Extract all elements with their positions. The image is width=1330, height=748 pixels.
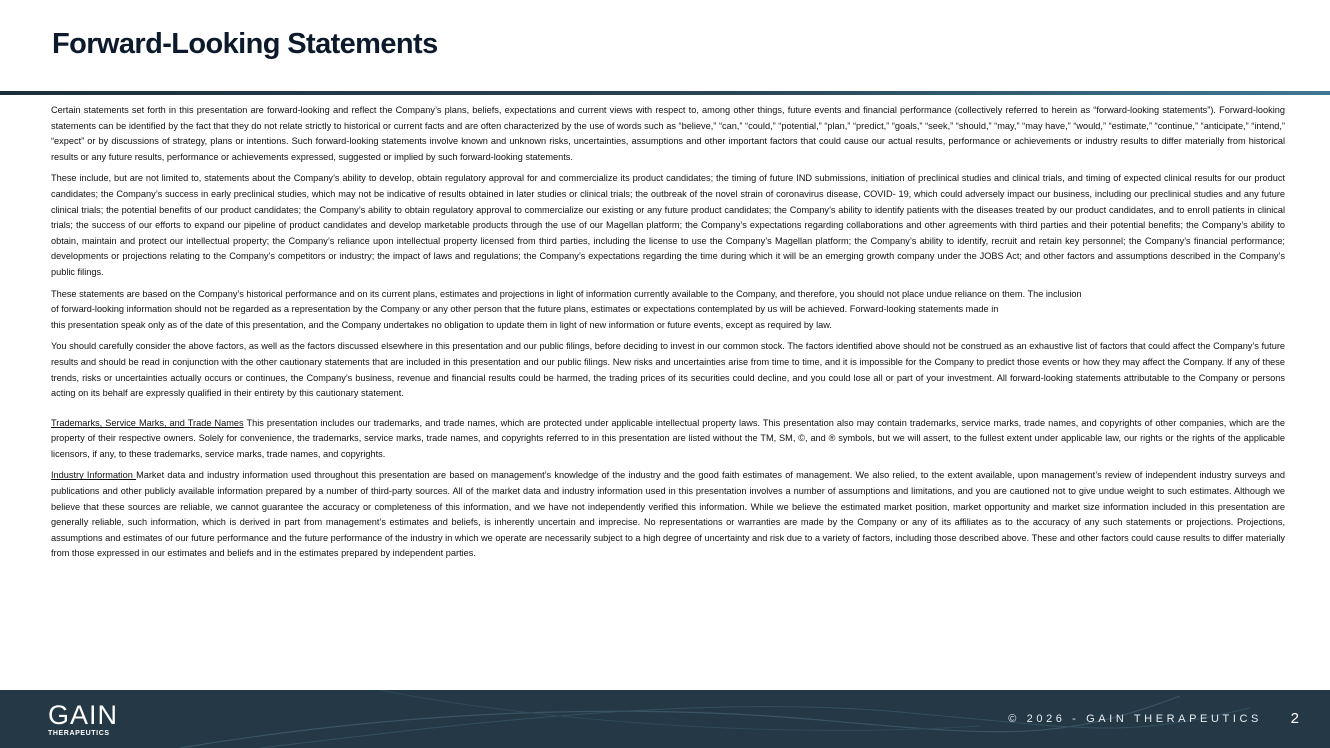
title-divider	[0, 91, 1330, 95]
disclaimer-body	[51, 103, 1285, 568]
paragraph-investment-caution: You should carefully consider the above factors, as well as the factors discussed elsewhere in this presentation and our public filings, before deciding to invest in our common stock. The factors identified above should not be construed as an exhaustive list of factors that could affect the Company’s future results and should be read in conjunction with the other cautionary statements that are included in this presentation and our public filings. New risks and uncertainties arise from time to time, and it is impossible for the Company to predict those events or how they may affect the Company. If any of these trends, risks or uncertainties actually occurs or continues, the Company’s business, revenue and financial results could be harmed, the trading prices of its securities could decline, and you could lose all or part of your investment. All forward-looking statements attributable to the Company or persons acting on its behalf are expressly qualified in their entirety by this cautionary statement.	[51, 341, 1285, 399]
footer-bar	[0, 690, 1330, 748]
paragraph-trademarks	[51, 416, 1285, 463]
trademarks-heading: Trademarks, Service Marks, and Trade Names	[51, 417, 244, 428]
logo-subtitle: THERAPEUTICS	[48, 730, 110, 737]
paragraph-risk-factors-list: These include, but are not limited to, statements about the Company’s ability to develop, obtain regulatory approval for and commercialize its product candidates; the timing of future IND submissions, initiation of preclinical studies and clinical trials, and timing of expected clinical results for our product candidates; the Company’s success in early preclinical studies, which may not be indicative of results obtained in later studies or clinical trials; the outbreak of the novel strain of coronavirus disease, COVID- 19, which could adversely impact our business, including our preclinical studies and any future clinical trials; the potential benefits of our product candidates; the Company’s ability to obtain regulatory approval to commercialize our existing or any future product candidates; the Company’s ability to identify patients with the diseases treated by our product candidates, and to enroll patients in clinical trials; the success of our efforts to expand our pipeline of product candidates and develop marketable products through the use of our Magellan platform; the Company’s expectations regarding collaborations and other agreements with third parties and their potential benefits; the Company’s ability to obtain, maintain and protect our intellectual property; the Company’s reliance upon intellectual property licensed from third parties, including the license to use the Company’s Magellan platform; the Company’s ability to identify, recruit and retain key personnel; the Company’s financial performance; developments or projections relating to the Company’s competitors or industry; the impact of laws and regulations; the Company’s expectations regarding the time during which it will be an emerging growth company under the JOBS Act; and other factors and assumptions described in the Company’s public filings.	[51, 173, 1285, 277]
industry-heading: Industry Information	[51, 470, 137, 481]
basis-line-1: These statements are based on the Company’s historical performance and on its current plans, estimates and projections in light of information currently available to the Company, and therefore, you should not place undue reliance on them. The inclusion	[51, 288, 1082, 299]
basis-line-3: this presentation speak only as of the date of this presentation, and the Company undertakes no obligation to update them in light of new information or future events, except as required by law.	[51, 319, 832, 330]
basis-line-2: of forward-looking information should not be regarded as a representation by the Company or any other person that the future plans, estimates or expectations contemplated by us will be achieved. Forward-looking statements made in	[51, 304, 999, 315]
industry-text: Market data and industry information used throughout this presentation are based on management’s knowledge of the industry and the good faith estimates of management. We also relied, to the extent available, upon management’s review of independent industry surveys and publications and other publicly available information prepared by a number of third-party sources. All of the market data and industry information used in this presentation involves a number of assumptions and limitations, and you are cautioned not to give undue weight to such estimates. Although we believe that these sources are reliable, we cannot guarantee the accuracy or completeness of this information, and we have not independently verified this information. While we believe the estimated market position, market opportunity and market size information included in this presentation are generally reliable, such information, which is derived in part from management’s estimates and beliefs, is inherently uncertain and imprecise. No representations or warranties are made by the Company or any of its affiliates as to the accuracy of any such statements or projections. Projections, assumptions and estimates of our future performance and the future performance of the industry in which we operate are necessarily subject to a high degree of uncertainty and risk due to a variety of factors, including those described above. These and other factors could cause results to differ materially from those expressed in our estimates and beliefs and in the estimates prepared by independent parties.	[51, 470, 1285, 559]
paragraph-basis-of-statements	[51, 287, 1285, 334]
page-title: Forward-Looking Statements	[52, 28, 438, 60]
page-number: 2	[1290, 710, 1299, 727]
gain-logo	[48, 702, 118, 737]
trademarks-text: This presentation includes our trademarks, and trade names, which are protected under applicable intellectual property laws. This presentation also may contain trademarks, service marks, trade names, and copyrights of other companies, which are the property of their respective owners. Solely for convenience, the trademarks, service marks, trade names, and copyrights referred to in this presentation are listed without the TM, SM, ©, and ® symbols, but we will assert, to the fullest extent under applicable law, our rights or the rights of the applicable licensors, if any, to these trademarks, service marks, trade names, and copyrights.	[51, 417, 1286, 459]
paragraph-industry-information	[51, 468, 1285, 562]
copyright-text: © 2026 - GAIN THERAPEUTICS	[1008, 713, 1262, 725]
paragraph-forward-looking-intro: Certain statements set forth in this presentation are forward-looking and reflect the Company’s plans, beliefs, expectations and current views with respect to, among other things, future events and financial performance (collectively referred to herein as “forward-looking statements”). Forward-looking statements can be identified by the fact that they do not relate strictly to historical or current facts and are often characterized by the use of words such as “believe,” “can,” “could,” “potential,” “plan,” “predict,” “goals,” “seek,” “should,” “may,” “may have,” “would,” “estimate,” “continue,” “anticipate,” “intend,” “expect” or by discussions of strategy, plans or intentions. Such forward-looking statements involve known and unknown risks, uncertainties, assumptions and other important factors that could cause our actual results, performance or achievements or industry results to differ materially from historical results or any future results, performance or achievements expressed, suggested or implied by such forward-looking statements.	[51, 105, 1285, 162]
logo-wordmark: GAIN	[48, 700, 119, 730]
